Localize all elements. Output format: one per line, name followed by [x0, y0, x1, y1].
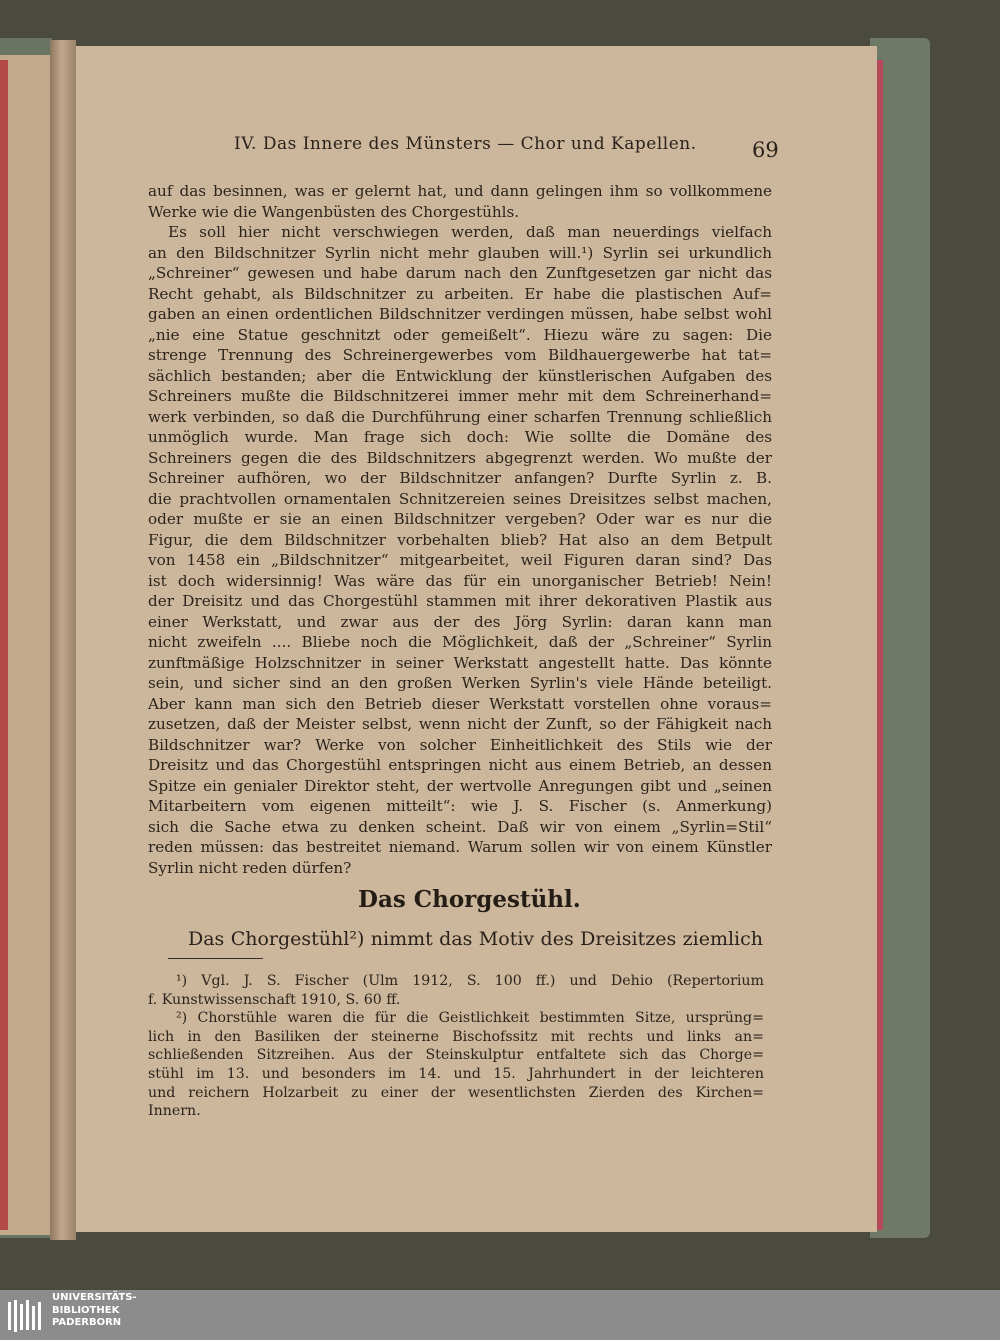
footnote-line: schließenden Sitzreihen. Aus der Steinskulptur entfaltete sich das Chorge=: [148, 1047, 764, 1064]
text-line: zusetzen, daß der Meister selbst, wenn nicht der Zunft, so der Fähigkeit nach: [148, 715, 772, 733]
ub-paderborn-logo-icon: [6, 1298, 46, 1334]
footnote-line: Innern.: [148, 1103, 201, 1120]
text-line: Dreisitz und das Chorgestühl entspringen nicht aus einem Betrieb, an dessen: [148, 756, 772, 774]
footnote-line: ²) Chorstühle waren die für die Geistlichkeit bestimmten Sitze, ursprüng=: [176, 1010, 764, 1027]
text-line: nicht zweifeln .... Bliebe noch die Möglichkeit, daß der „Schreiner“ Syrlin: [148, 633, 772, 651]
library-footer-bar: [0, 1290, 1000, 1340]
left-page-red-edge: [0, 60, 8, 1230]
text-line: oder mußte er sie an einen Bildschnitzer vergeben? Oder war es nur die: [148, 510, 772, 528]
text-line: zunftmäßige Holzschnitzer in seiner Werkstatt angestellt hatte. Das könnte: [148, 653, 772, 672]
library-name: [52, 1292, 137, 1330]
text-line: Figur, die dem Bildschnitzer vorbehalten blieb? Hat also an dem Betpult: [148, 530, 772, 549]
text-line: Recht gehabt, als Bildschnitzer zu arbeiten. Er habe die plastischen Auf=: [148, 284, 772, 303]
text-line: Schreiners gegen die des Bildschnitzers abgegrenzt werden. Wo mußte der: [148, 448, 772, 467]
text-line: Spitze ein genialer Direktor steht, der wertvolle Anregungen gibt und „seinen: [148, 776, 772, 795]
library-name-line: PADERBORN: [52, 1317, 122, 1328]
book-gutter: [50, 40, 76, 1240]
text-line: einer Werkstatt, und zwar aus der des Jörg Syrlin: daran kann man: [148, 612, 772, 631]
text-line: Bildschnitzer war? Werke von solcher Einheitlichkeit des Stils wie der: [148, 735, 772, 754]
text-line: „Schreiner“ gewesen und habe darum nach den Zunftgesetzen gar nicht das: [148, 264, 772, 282]
footnote-line: ¹) Vgl. J. S. Fischer (Ulm 1912, S. 100 ff.) und Dehio (Repertorium: [176, 973, 764, 989]
footnote-line: und reichern Holzarbeit zu einer der wesentlichsten Zierden des Kirchen=: [148, 1084, 764, 1101]
text-line: der Dreisitz und das Chorgestühl stammen mit ihrer dekorativen Plastik aus: [148, 592, 772, 610]
library-name-line: UNIVERSITÄTS-: [52, 1292, 137, 1303]
running-header: IV. Das Innere des Münsters — Chor und Kapellen.: [234, 134, 697, 154]
text-line: „nie eine Statue geschnitzt oder gemeißelt“. Hiezu wäre zu sagen: Die: [148, 325, 772, 344]
section-heading: Das Chorgestühl.: [358, 886, 581, 913]
text-line: sich die Sache etwa zu denken scheint. Daß wir von einem „Syrlin=Stil“: [148, 817, 772, 836]
text-line: gaben an einen ordentlichen Bildschnitzer verdingen müssen, habe selbst wohl: [148, 305, 772, 323]
text-line: sächlich bestanden; aber die Entwicklung der künstlerischen Aufgaben des: [148, 366, 772, 385]
text-line: von 1458 ein „Bildschnitzer“ mitgearbeitet, weil Figuren daran sind? Das: [148, 551, 772, 569]
text-line: auf das besinnen, was er gelernt hat, und dann gelingen ihm so vollkommene: [148, 182, 772, 200]
footnote-line: stühl im 13. und besonders im 14. und 15. Jahrhundert in der leichteren: [148, 1065, 764, 1082]
body-text: [148, 181, 772, 878]
text-line: unmöglich wurde. Man frage sich doch: Wie sollte die Domäne des: [148, 428, 772, 446]
text-line: Schreiner aufhören, wo der Bildschnitzer anfangen? Durfte Syrlin z. B.: [148, 469, 772, 487]
text-line: an den Bildschnitzer Syrlin nicht mehr glauben will.¹) Syrlin sei urkundlich: [148, 243, 772, 262]
footnotes: [148, 972, 764, 1121]
text-line: Syrlin nicht reden dürfen?: [148, 858, 352, 877]
text-line: reden müssen: das bestreitet niemand. Warum sollen wir von einem Künstler: [148, 838, 772, 856]
text-line: ist doch widersinnig! Was wäre das für ein unorganischer Betrieb! Nein!: [148, 571, 772, 590]
text-line: Schreiners mußte die Bildschnitzerei immer mehr mit dem Schreinerhand=: [148, 387, 772, 405]
page-number: 69: [752, 138, 779, 162]
section-first-line: Das Chorgestühl²) nimmt das Motiv des Dreisitzes ziemlich: [188, 928, 763, 950]
footnote-rule: [168, 958, 263, 959]
footnote-line: f. Kunstwissenschaft 1910, S. 60 ff.: [148, 991, 401, 1008]
text-line: werk verbinden, so daß die Durchführung einer scharfen Trennung schließlich: [148, 407, 772, 426]
text-line: die prachtvollen ornamentalen Schnitzereien seines Dreisitzes selbst machen,: [148, 489, 772, 508]
text-line: sein, und sicher sind an den großen Werken Syrlin's viele Hände beteiligt.: [148, 674, 772, 692]
text-line: Aber kann man sich den Betrieb dieser Werkstatt vorstellen ohne voraus=: [148, 694, 772, 713]
text-line: Werke wie die Wangenbüsten des Chorgestühls.: [148, 202, 520, 221]
text-line: Es soll hier nicht verschwiegen werden, daß man neuerdings vielfach: [168, 223, 772, 241]
footnote-line: lich in den Basiliken der steinerne Bischofssitz mit rechts und links an=: [148, 1028, 764, 1045]
text-line: strenge Trennung des Schreinergewerbes vom Bildhauergewerbe hat tat=: [148, 346, 772, 364]
library-name-line: BIBLIOTHEK: [52, 1304, 120, 1316]
text-line: Mitarbeitern vom eigenen mitteilt“: wie J. S. Fischer (s. Anmerkung): [148, 797, 772, 815]
